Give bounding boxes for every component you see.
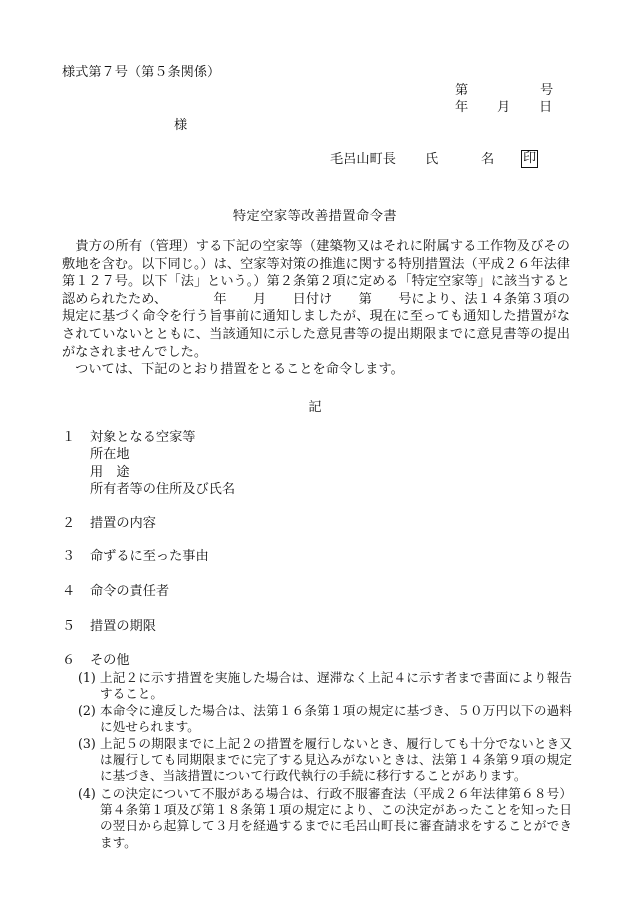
- addressee-honorific: 様: [174, 118, 188, 133]
- section-number: ４: [62, 584, 76, 599]
- section-6: [62, 652, 130, 670]
- section-4: [62, 583, 169, 601]
- seal-mark: [521, 150, 538, 168]
- body-paragraph: 貴方の所有（管理）する下記の空家等（建築物又はそれに附属する工作物及びその敷地を含む。以下同じ。）は、空家等対策の推進に関する特別措置法（平成２６年法律第１２７号。以下「法」という。）第２条第２項に定める「特定空家等」に該当すると認められたため、 年 月 日付け 第 号により、法１４条第３項の規定に基づく命令を行う旨事前に通知しましたが、現在に至っても通知した措置がなされていないとともに、当該通知に示した意見書等の提出期限までに意見書等の提出がなされませんでした。: [62, 239, 570, 360]
- note-text: 本命令に違反した場合は、法第１６条第１項の規定に基づき、５０万円以下の過料に処せられます。: [100, 703, 572, 735]
- section-label: 対象となる空家等: [90, 430, 196, 445]
- section-number: ５: [62, 619, 76, 634]
- note-item-2: [78, 703, 572, 735]
- section-number: １: [62, 430, 76, 445]
- note-text: この決定について不服がある場合は、行政不服審査法（平成２６年法律第６８号）第４条第１項及び第１８条第１項の規定により、この決定があったことを知った日の翌日から起算して３月を経過するまでに毛呂山町長に審査請求をすることができます。: [100, 786, 572, 850]
- order-paragraph: ついては、下記のとおり措置をとることを命令します。: [62, 362, 404, 377]
- note-mark: (3): [78, 736, 96, 751]
- note-mark: (1): [78, 670, 96, 685]
- section-2: [62, 515, 156, 533]
- ki-heading: 記: [308, 400, 322, 415]
- note-text: 上記５の期限までに上記２の措置を履行しないとき、履行しても十分でないとき又は履行しても同期限までに完了する見込みがないときは、法第１４条第９項の規定に基づき、当該措置について行政代執行の手続に移行することがあります。: [100, 736, 572, 784]
- section-label: 命令の責任者: [90, 584, 170, 599]
- document-title: 特定空家等改善措置命令書: [232, 209, 398, 224]
- section-3: [62, 548, 209, 566]
- section-number: ３: [62, 549, 76, 564]
- target-field-owner: 所有者等の住所及び氏名: [90, 482, 236, 497]
- section-label: その他: [90, 653, 130, 668]
- section-number: ２: [62, 516, 76, 531]
- note-item-3: [78, 736, 572, 785]
- form-label: 様式第７号（第５条関係）: [62, 65, 221, 80]
- note-mark: (2): [78, 703, 96, 718]
- note-item-4: [78, 786, 572, 851]
- doc-number-prefix: 第: [455, 83, 469, 98]
- section-1: [62, 429, 196, 447]
- note-mark: (4): [78, 786, 96, 801]
- sender-shi: 氏: [425, 152, 439, 167]
- date-day: 日: [539, 100, 553, 115]
- target-field-location: 所在地: [90, 447, 130, 462]
- section-5: [62, 618, 156, 636]
- doc-number-suffix: 号: [540, 83, 554, 98]
- target-field-usage: 用 途: [90, 465, 130, 480]
- seal-text: 印: [523, 151, 537, 166]
- sender-mei: 名: [481, 152, 495, 167]
- section-label: 命ずるに至った事由: [90, 549, 209, 564]
- note-item-1: [78, 670, 572, 702]
- sender-title: 毛呂山町長: [330, 152, 396, 167]
- note-text: 上記２に示す措置を実施した場合は、遅滞なく上記４に示す者まで書面により報告すること。: [100, 670, 573, 702]
- date-month: 月: [497, 100, 511, 115]
- section-label: 措置の内容: [90, 516, 156, 531]
- section-label: 措置の期限: [90, 619, 156, 634]
- date-year: 年: [455, 100, 469, 115]
- section-number: ６: [62, 653, 76, 668]
